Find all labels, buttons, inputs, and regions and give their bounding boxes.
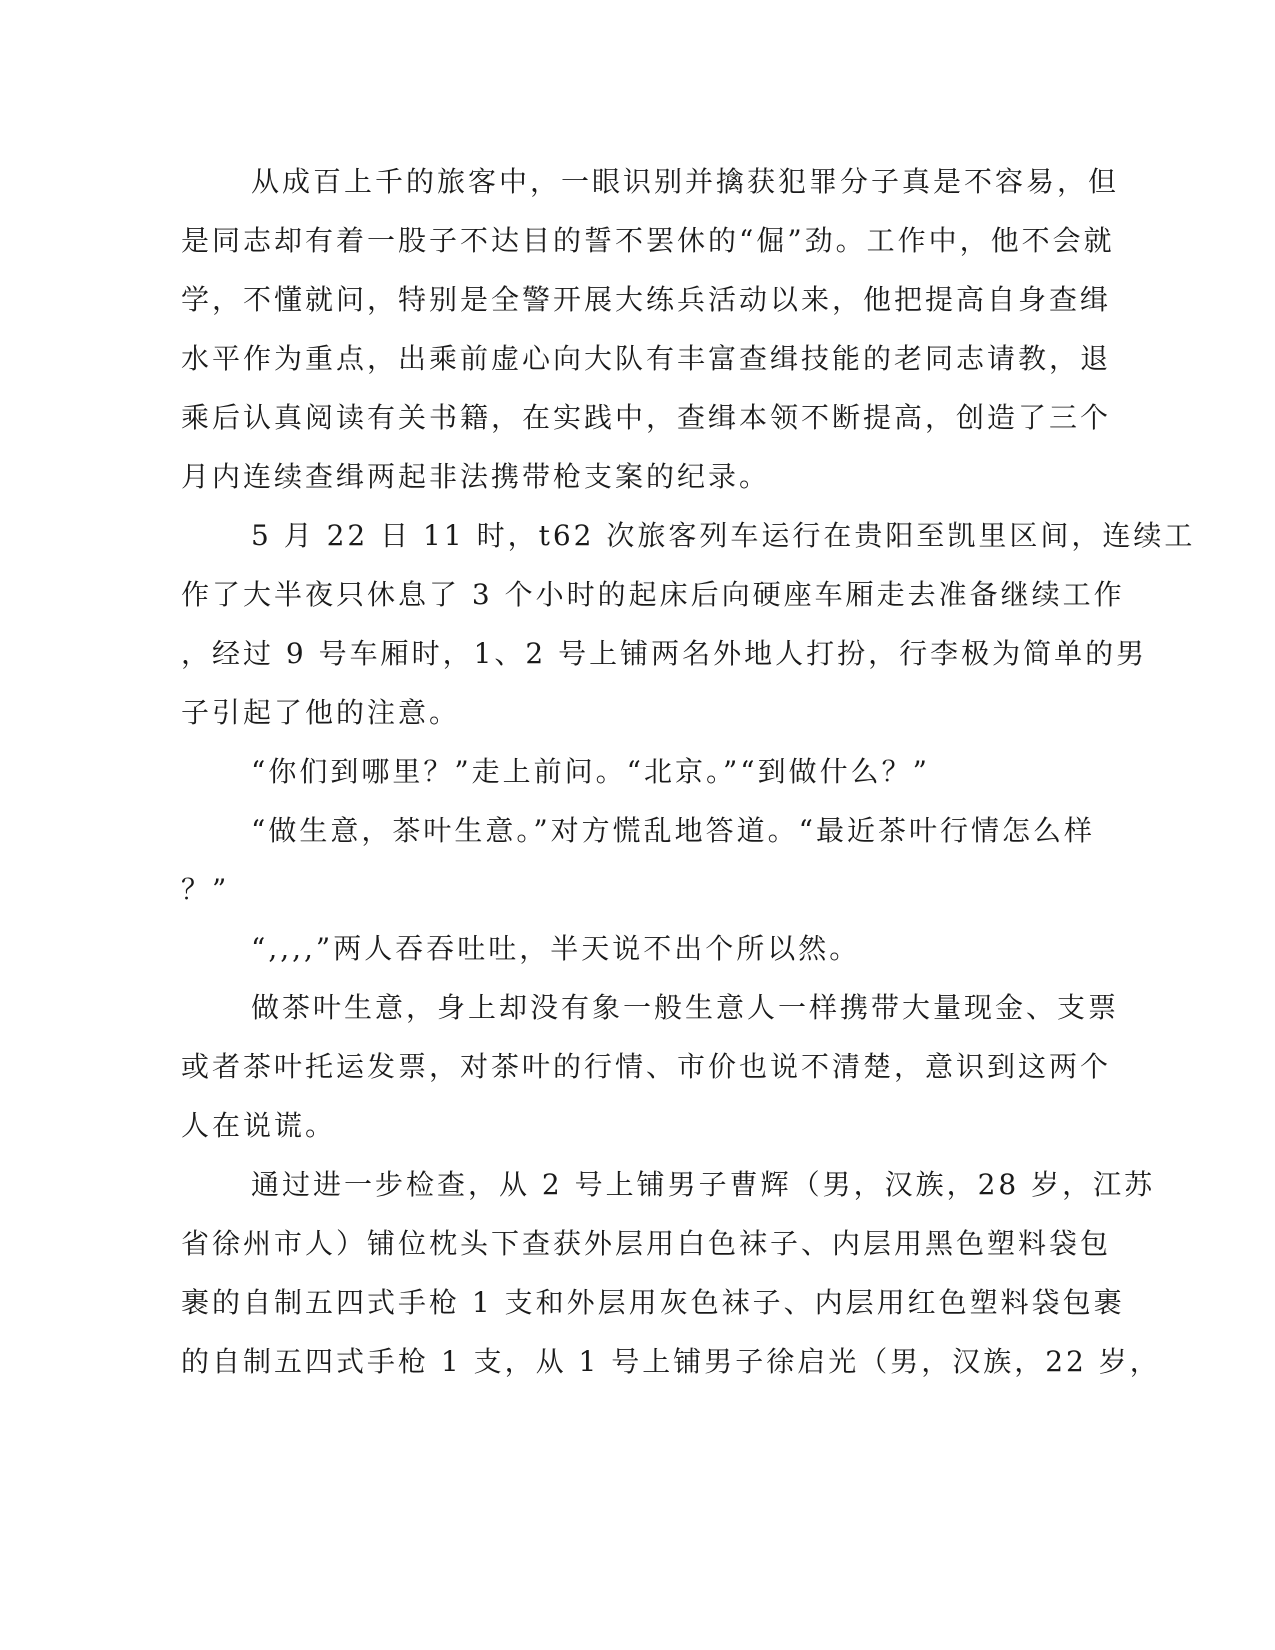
text-line: “,,,,”两人吞吞吐吐，半天说不出个所以然。 — [251, 932, 861, 965]
text-line: 乘后认真阅读有关书籍，在实践中，查缉本领不断提高，创造了三个 — [181, 401, 1112, 434]
text-line: 是同志却有着一股子不达目的誓不罢休的“倔”劲。工作中，他不会就 — [181, 224, 1115, 257]
text-line: 或者茶叶托运发票，对茶叶的行情、市价也说不清楚，意识到这两个 — [181, 1050, 1112, 1083]
text-line: 的自制五四式手枪 1 支，从 1 号上铺男子徐启光（男，汉族，22 岁， — [181, 1345, 1161, 1378]
text-line: “做生意，茶叶生意。”对方慌乱地答道。“最近茶叶行情怎么样 — [251, 814, 1095, 847]
text-line: 作了大半夜只休息了 3 个小时的起床后向硬座车厢走去准备继续工作 — [181, 578, 1125, 611]
text-line: 通过进一步检查，从 2 号上铺男子曹辉（男，汉族，28 岁，江苏 — [251, 1168, 1156, 1201]
text-line: 5 月 22 日 11 时，t62 次旅客列车运行在贵阳至凯里区间，连续工 — [251, 519, 1196, 552]
text-line: 水平作为重点，出乘前虚心向大队有丰富查缉技能的老同志请教，退 — [181, 342, 1112, 375]
text-line: 裹的自制五四式手枪 1 支和外层用灰色袜子、内层用红色塑料袋包裹 — [181, 1286, 1125, 1319]
text-line: 月内连续查缉两起非法携带枪支案的纪录。 — [181, 460, 771, 493]
text-line: ，经过 9 号车厢时，1、2 号上铺两名外地人打扮，行李极为简单的男 — [181, 637, 1148, 670]
text-line: 做茶叶生意，身上却没有象一般生意人一样携带大量现金、支票 — [251, 991, 1120, 1024]
text-line: ？” — [181, 873, 230, 906]
text-line: 学，不懂就问，特别是全警开展大练兵活动以来，他把提高自身查缉 — [181, 283, 1112, 316]
text-line: 人在说谎。 — [181, 1109, 337, 1142]
text-line: 子引起了他的注意。 — [181, 696, 461, 729]
text-line: 省徐州市人）铺位枕头下查获外层用白色袜子、内层用黑色塑料袋包 — [181, 1227, 1112, 1260]
document-body — [181, 152, 1196, 1391]
text-line: “你们到哪里？”走上前问。“北京。”“到做什么？” — [251, 755, 930, 788]
text-line: 从成百上千的旅客中，一眼识别并擒获犯罪分子真是不容易，但 — [251, 165, 1120, 198]
